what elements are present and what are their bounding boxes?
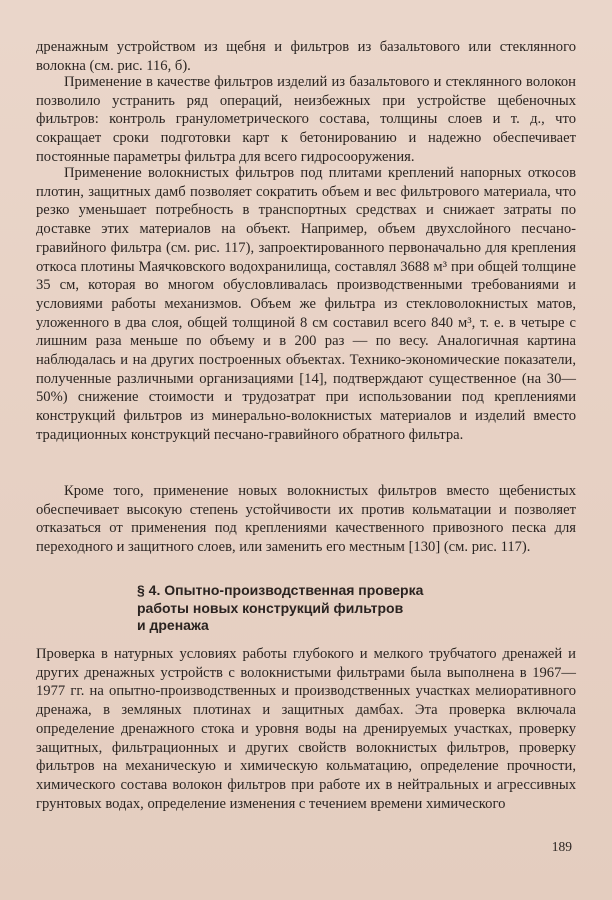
section-paragraph: Проверка в натурных условиях работы глубокого и мелкого трубчатого дренажей и других дренажных устройств с волокнистыми фильтрами была выполнена в 1967—1977 гг. на опытно-производственных и производственных участках мелиоративного дренажа, в земляных плотинах и защитных дамбах. Эта проверка включала определение дренажного стока и уровня воды на дренируемых участках, проверку защитных, фильтрационных и других свойств волокнистых фильтров, проверку фильтров на механическую и химическую кольматацию, определение прочности, химического состава волокон фильтров при работе их в нейтральных и агрессивных грунтовых водах, определение изменения с течением времени химического bbox=[36, 646, 576, 812]
page-number: 189 bbox=[551, 839, 572, 854]
section-heading-line-1: § 4. Опытно-производственная проверка bbox=[137, 582, 424, 598]
paragraph-continued: дренажным устройством из щебня и фильтров из базальтового или стеклянного волокна (см. рис. 116, б). bbox=[36, 39, 576, 74]
section-heading bbox=[137, 582, 557, 635]
section-heading-line-2: работы новых конструкций фильтров bbox=[137, 599, 404, 616]
section-heading-line-3: и дренажа bbox=[137, 617, 209, 633]
paragraph-colmatation-resistance: Кроме того, применение новых волокнистых фильтров вместо щебенистых обеспечивает высокую степень устойчивости их против кольматации и позволяет отказаться от применения под креплениями качественного привозного песка для переходного и защитного слоев, или заменить его местным [130] (см. рис. 117). bbox=[36, 483, 576, 556]
paragraph-fiber-filters-operations: Применение в качестве фильтров изделий из базальтового и стеклянного волокон позволило устранить ряд операций, неизбежных при устройстве щебеночных фильтров: контроль гранулометрического состава, толщины слоев и т. д., что сокращает сроки подготовки карт к бетонированию и надежно обеспечивает постоянные параметры фильтра для всего гидросооружения. bbox=[36, 74, 576, 165]
paragraph-fiber-filters-economy: Применение волокнистых фильтров под плитами креплений напорных откосов плотин, защитных дамб позволяет сократить объем и вес фильтрового материала, что резко уменьшает потребность в транспортных средствах и снижает затраты по доставке этих материалов на объект. Например, объем двухслойного песчано-гравийного фильтра (см. рис. 117), запроектированного первоначально для крепления откоса плотины Маячковского водохранилища, составлял 3688 м³ при общей толщине 35 см, которая во многом обусловливалась производственными требованиями и условиями работы механизмов. Объем же фильтра из стекловолокнистых матов, уложенного в два слоя, общей толщиной 8 см составил всего 840 м³, т. е. в четыре с лишним раза меньше по объему и в 200 раз — по весу. Аналогичная картина наблюдалась и на других построенных объектах. Технико-экономические показатели, полученные различными организациями [14], подтверждают существенное (на 30—50%) снижение стоимости и трудозатрат при использовании под креплениями конструкций фильтров из минерально-волокнистых материалов и изделий вместо традиционных конструкций песчано-гравийного обратного фильтра. bbox=[36, 165, 576, 443]
